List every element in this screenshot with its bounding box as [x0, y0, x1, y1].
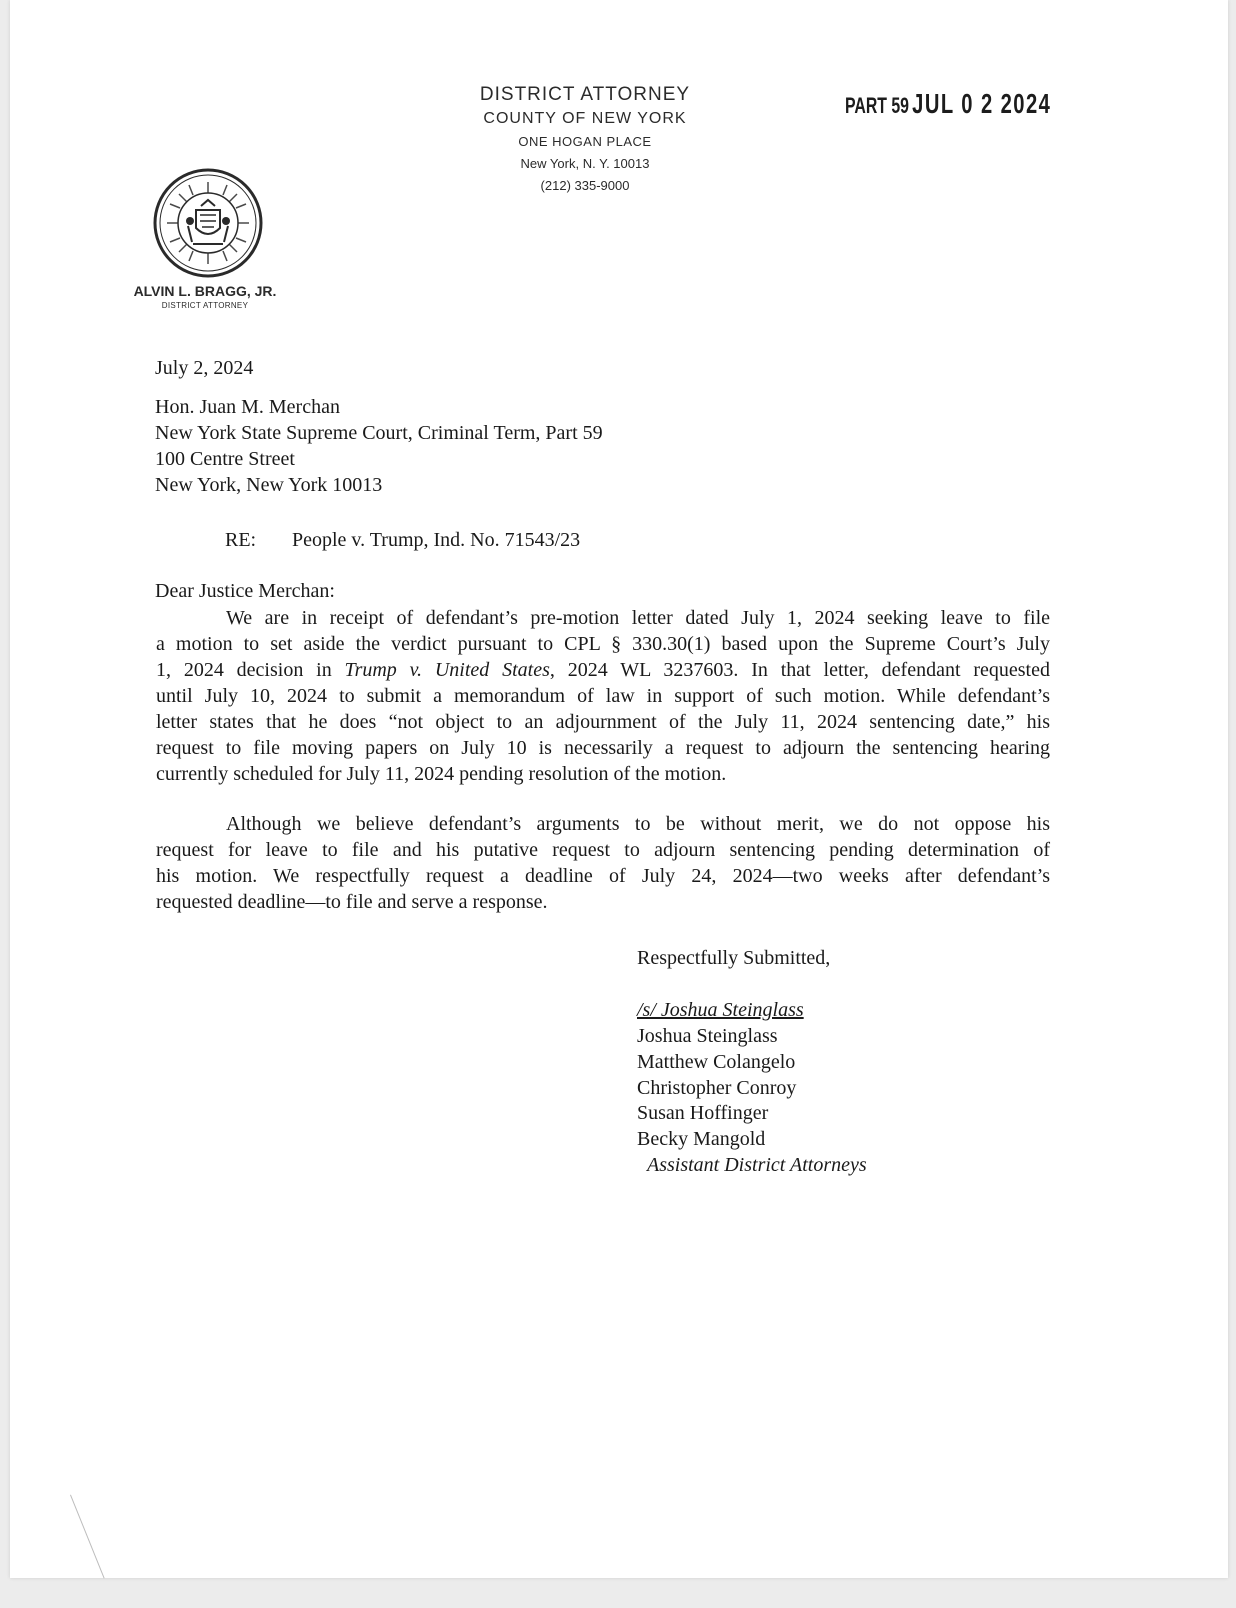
page-fold-mark: [70, 1495, 105, 1579]
paragraph-line: currently scheduled for July 11, 2024 pending resolution of the motion.: [156, 763, 727, 785]
closing: Respectfully Submitted,: [637, 947, 831, 969]
letterhead-title: DISTRICT ATTORNEY: [479, 84, 691, 105]
paragraph-line: We are in receipt of defendant’s pre-motion letter dated July 1, 2024 seeking leave to file: [226, 607, 1050, 629]
re-subject: People v. Trump, Ind. No. 71543/23: [292, 529, 581, 551]
letterhead-phone: (212) 335-9000: [540, 178, 630, 193]
signer-name: Joshua Steinglass: [637, 1025, 778, 1047]
recipient-line: New York State Supreme Court, Criminal Term, Part 59: [155, 422, 603, 444]
letterhead-county: COUNTY OF NEW YORK: [483, 110, 687, 127]
district-attorney-seal-icon: [153, 168, 263, 278]
paragraph-line: Although we believe defendant’s arguments to be without merit, we do not oppose his: [226, 813, 1050, 835]
received-stamp: [845, 88, 1051, 120]
line-text: , 2024 WL 3237603. In that letter, defendant requested: [549, 659, 1050, 681]
signature: /s/ Joshua Steinglass: [637, 999, 804, 1021]
paragraph-line: his motion. We respectfully request a deadline of July 24, 2024—two weeks after defendant’s: [156, 865, 1050, 887]
letter-page: [10, 0, 1228, 1578]
recipient-line: 100 Centre Street: [155, 448, 295, 470]
paragraph-line: request for leave to file and his putative request to adjourn sentencing pending determination of: [156, 839, 1050, 861]
line-text: 1, 2024 decision in: [156, 659, 345, 681]
district-attorney-name: ALVIN L. BRAGG, JR.: [133, 283, 277, 299]
paragraph-line: requested deadline—to file and serve a response.: [156, 891, 548, 913]
signer-name: Matthew Colangelo: [637, 1051, 796, 1073]
re-label: RE:: [225, 529, 257, 551]
signer-name: Christopher Conroy: [637, 1077, 797, 1099]
district-attorney-title: DISTRICT ATTORNEY: [161, 301, 249, 310]
case-citation: Trump v. United States: [344, 659, 550, 681]
signer-name: Becky Mangold: [637, 1128, 766, 1150]
paragraph-line: request to file moving papers on July 10 is necessarily a request to adjourn the sentencing hearing: [156, 737, 1050, 759]
paragraph-line: [156, 657, 1050, 683]
recipient-line: Hon. Juan M. Merchan: [155, 396, 340, 418]
paragraph-line: letter states that he does “not object to an adjournment of the July 11, 2024 sentencing date,” his: [156, 711, 1050, 733]
stamp-date: JUL 0 2 2024: [912, 88, 1052, 119]
recipient-line: New York, New York 10013: [155, 474, 383, 496]
paragraph-line: until July 10, 2024 to submit a memorandum of law in support of such motion. While defendant’s: [156, 685, 1050, 707]
body-paragraph-2: [156, 811, 1050, 915]
stamp-part: PART 59: [845, 93, 909, 118]
letterhead-address: ONE HOGAN PLACE: [518, 134, 652, 149]
paragraph-line: a motion to set aside the verdict pursuant to CPL § 330.30(1) based upon the Supreme Court’s July: [156, 633, 1050, 655]
letter-date: July 2, 2024: [155, 357, 254, 379]
signer-name: Susan Hoffinger: [637, 1102, 769, 1124]
letterhead: [420, 80, 750, 200]
salutation: Dear Justice Merchan:: [155, 580, 335, 602]
body-paragraph-1: [156, 605, 1050, 787]
letterhead-city: New York, N. Y. 10013: [520, 156, 650, 171]
signer-title: Assistant District Attorneys: [647, 1154, 867, 1176]
